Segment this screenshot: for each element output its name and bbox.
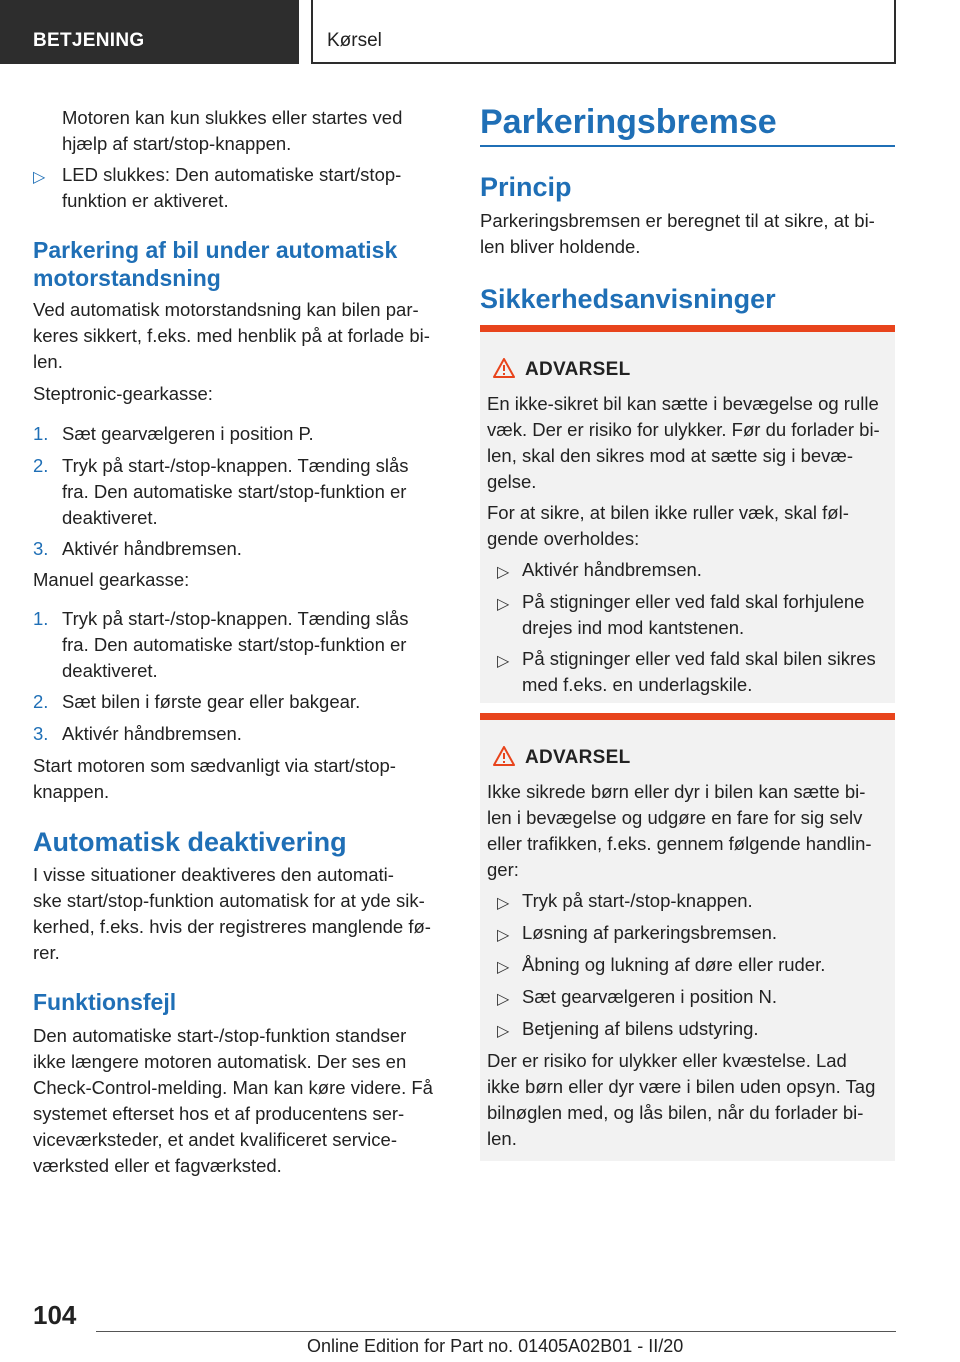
warn2-line-4: ger:: [487, 859, 519, 880]
warn1-bullet-2-line-2: drejes ind mod kantstenen.: [522, 617, 745, 638]
auto-line-4: rer.: [33, 942, 60, 963]
bullet-triangle-icon: ▷: [497, 596, 510, 613]
steptronic-step-3: Aktivér håndbremsen.: [62, 538, 242, 559]
auto-line-2: ske start/stop-funktion automatisk for at yde sik-: [33, 890, 425, 911]
led-line-1: LED slukkes: Den automatiske start/stop-: [62, 164, 402, 185]
warn1-bullet-2-line-1: På stigninger eller ved fald skal forhjulene: [522, 591, 865, 612]
warning-box-2: [480, 713, 895, 1161]
steptronic-step-2-line-1: Tryk på start-/stop-knappen. Tænding slås: [62, 455, 409, 476]
warn1-bullet-3-line-1: På stigninger eller ved fald skal bilen sikres: [522, 648, 876, 669]
warn2-bullet-4: Sæt gearvælgeren i position N.: [522, 986, 778, 1007]
warning-title: ADVARSEL: [525, 359, 631, 380]
warn2-end-line-1: Der er risiko for ulykker eller kvæstelse. Lad: [487, 1050, 847, 1071]
steptronic-label: Steptronic-gearkasse:: [33, 383, 213, 404]
warn2-line-1: Ikke sikrede børn eller dyr i bilen kan sætte bi-: [487, 781, 866, 802]
parkering-para-line-1: Ved automatisk motorstandsning kan bilen par-: [33, 299, 419, 320]
fejl-line-5: viceværksteder, et andet kvalificeret service-: [33, 1129, 397, 1150]
steptronic-step-2-line-3: deaktiveret.: [62, 507, 158, 528]
footer-edition: Online Edition for Part no. 01405A02B01 - II/20: [307, 1336, 684, 1356]
intro-line-2: hjælp af start/stop-knappen.: [62, 133, 292, 154]
step-number: 2.: [33, 691, 49, 712]
warn2-end-line-2: ikke børn eller dyr være i bilen uden opsyn. Tag: [487, 1076, 876, 1097]
princip-line-2: len bliver holdende.: [480, 236, 641, 257]
warning-triangle-icon: [493, 746, 515, 766]
heading-funktionsfejl: Funktionsfejl: [33, 989, 177, 1015]
bullet-triangle-icon: ▷: [497, 1023, 510, 1040]
warn1-line-1: En ikke-sikret bil kan sætte i bevægelse og rulle: [487, 393, 879, 414]
warn2-bullet-3: Åbning og lukning af døre eller ruder.: [522, 954, 826, 975]
footer-rule: [96, 1331, 896, 1332]
warn1-line-3: len, skal den sikres mod at sætte sig i bevæ-: [487, 445, 854, 466]
warn2-line-2: len i bevægelse og udgøre en fare for sig selv: [487, 807, 863, 828]
step-number: 2.: [33, 455, 49, 476]
warn2-bullet-1: Tryk på start-/stop-knappen.: [522, 890, 753, 911]
header-section-label: BETJENING: [33, 30, 145, 51]
fejl-line-1: Den automatiske start-/stop-funktion standser: [33, 1025, 407, 1046]
heading-sikkerhedsanvisninger: Sikkerhedsanvisninger: [480, 284, 776, 314]
warn1-line-5: For at sikre, at bilen ikke ruller væk, skal føl-: [487, 502, 849, 523]
heading-underline: [480, 145, 895, 147]
heading-princip: Princip: [480, 172, 572, 202]
header-chapter-tab: [311, 0, 896, 64]
warning-box-1: [480, 325, 895, 703]
step-number: 1.: [33, 423, 49, 444]
parkering-para-line-2: keres sikkert, f.eks. med henblik på at forlade bi-: [33, 325, 430, 346]
warn2-line-3: eller trafikken, f.eks. gennem følgende handlin-: [487, 833, 872, 854]
header-section-tab: [0, 0, 299, 64]
page-number: 104: [33, 1300, 77, 1330]
steptronic-step-1: Sæt gearvælgeren i position P.: [62, 423, 314, 444]
bullet-triangle-icon: ▷: [497, 564, 510, 581]
auto-line-1: I visse situationer deaktiveres den automati-: [33, 864, 394, 885]
auto-line-3: kerhed, f.eks. hvis der registreres manglende fø-: [33, 916, 431, 937]
parkering-para-line-3: len.: [33, 351, 63, 372]
fejl-line-2: ikke længere motoren automatisk. Der ses en: [33, 1051, 407, 1072]
warn1-line-6: gende overholdes:: [487, 528, 640, 549]
header-chapter-label: Kørsel: [327, 30, 382, 51]
bullet-triangle-icon: ▷: [33, 169, 46, 186]
warn2-bullet-2: Løsning af parkeringsbremsen.: [522, 922, 778, 943]
warn1-bullet-1: Aktivér håndbremsen.: [522, 559, 702, 580]
warn2-end-line-3: bilnøglen med, og lås bilen, når du forlader bi-: [487, 1102, 864, 1123]
step-number: 3.: [33, 723, 49, 744]
bullet-triangle-icon: ▷: [497, 895, 510, 912]
start-line-1: Start motoren som sædvanligt via start/stop-: [33, 755, 396, 776]
step-number: 3.: [33, 538, 49, 559]
heading-parkering-1: Parkering af bil under automatisk: [33, 237, 398, 263]
manuel-step-2: Sæt bilen i første gear eller bakgear.: [62, 691, 361, 712]
warn1-bullet-3-line-2: med f.eks. en underlagskile.: [522, 674, 753, 695]
heading-automatisk-deaktivering: Automatisk deaktivering: [33, 827, 347, 857]
heading-parkering-2: motorstandsning: [33, 265, 221, 291]
manuel-label: Manuel gearkasse:: [33, 569, 190, 590]
fejl-line-4: systemet efterset hos et af producentens ser-: [33, 1103, 405, 1124]
warn2-bullet-5: Betjening af bilens udstyring.: [522, 1018, 759, 1039]
warn1-line-2: væk. Der er risiko for ulykker. Før du forlader bi-: [487, 419, 880, 440]
bullet-triangle-icon: ▷: [497, 959, 510, 976]
start-line-2: knappen.: [33, 781, 110, 802]
warn1-line-4: gelse.: [487, 471, 537, 492]
fejl-line-6: værksted eller et fagværksted.: [33, 1155, 282, 1176]
manuel-step-3: Aktivér håndbremsen.: [62, 723, 242, 744]
princip-line-1: Parkeringsbremsen er beregnet til at sikre, at bi-: [480, 210, 875, 231]
warning-triangle-icon: [493, 358, 515, 378]
intro-line-1: Motoren kan kun slukkes eller startes ved: [62, 107, 403, 128]
bullet-triangle-icon: ▷: [497, 991, 510, 1008]
step-number: 1.: [33, 608, 49, 629]
warning-title: ADVARSEL: [525, 747, 631, 768]
bullet-triangle-icon: ▷: [497, 653, 510, 670]
manuel-step-1-line-1: Tryk på start-/stop-knappen. Tænding slås: [62, 608, 409, 629]
steptronic-step-2-line-2: fra. Den automatiske start/stop-funktion er: [62, 481, 407, 502]
bullet-triangle-icon: ▷: [497, 927, 510, 944]
led-line-2: funktion er aktiveret.: [62, 190, 229, 211]
manuel-step-1-line-2: fra. Den automatiske start/stop-funktion er: [62, 634, 407, 655]
warn2-end-line-4: len.: [487, 1128, 517, 1149]
heading-parkeringsbremse: Parkeringsbremse: [480, 103, 777, 141]
fejl-line-3: Check-Control-melding. Man kan køre videre. Få: [33, 1077, 433, 1098]
manuel-step-1-line-3: deaktiveret.: [62, 660, 158, 681]
